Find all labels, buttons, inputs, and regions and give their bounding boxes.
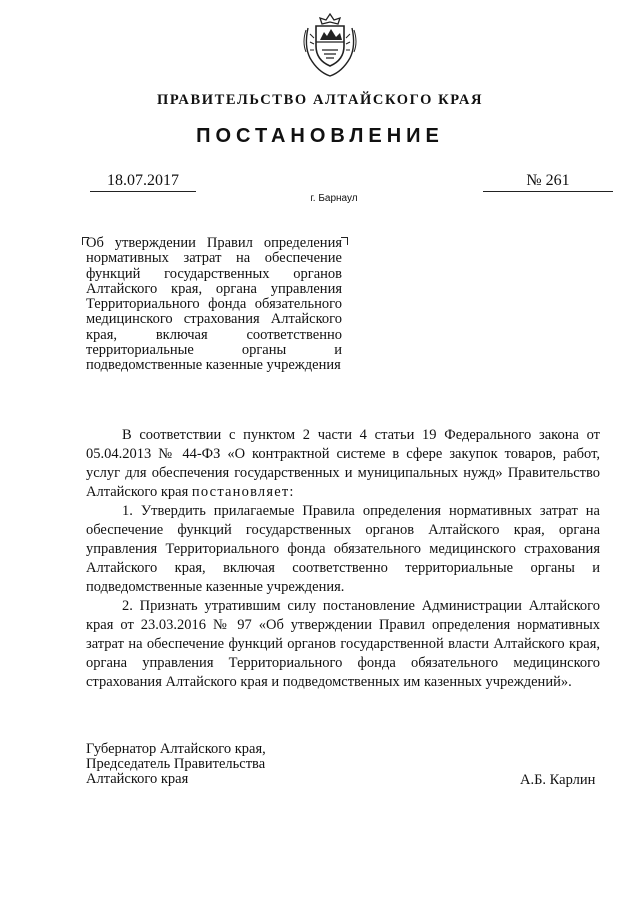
signatory-line-3: Алтайского края xyxy=(86,771,189,787)
item-1-paragraph: 1. Утвердить прилагаемые Правила определения нормативных затрат на обеспечение функций государственных органов Алтайского края, органа управления Территориального фонда обязательного медицинского страхования Алтайского края, включая соответственно территориальные органы и подведомственные казенные учреждения. xyxy=(86,503,600,595)
intro-paragraph xyxy=(86,426,600,502)
signatory-line-1: Губернатор Алтайского края, xyxy=(86,741,266,757)
government-name: ПРАВИТЕЛЬСТВО АЛТАЙСКОГО КРАЯ xyxy=(156,92,484,108)
document-date: 18.07.2017 xyxy=(90,172,196,192)
subject-bracket-right xyxy=(341,237,348,245)
signatory-line-2: Председатель Правительства xyxy=(86,756,266,772)
item-2-paragraph: 2. Признать утратившим силу постановление Администрации Алтайского края от 23.03.2016 № 97 «Об утверждении Правил определения нормативных затрат на обеспечение функций органов государственной власти Алтайского края, органа управления Территориального фонда обязательного медицинского страхования Алтайского края и подведомственных им казенных учреждений». xyxy=(86,598,600,690)
intro-text: В соответствии с пунктом 2 части 4 статьи 19 Федерального закона от 05.04.2013 № 44-ФЗ «О контрактной системе в сфере закупок товаров, работ, услуг для обеспечения государственных и муниципальных нужд» Правительство Алтайского края xyxy=(86,427,600,500)
document-type-title: ПОСТАНОВЛЕНИЕ xyxy=(196,125,444,147)
document-body xyxy=(86,426,600,692)
document-number: № 261 xyxy=(483,172,613,192)
document-city: г. Барнаул xyxy=(310,193,358,204)
coat-of-arms-icon xyxy=(300,12,360,78)
decree-word: постановляет: xyxy=(191,484,295,500)
signatory-name: А.Б. Карлин xyxy=(520,772,596,788)
document-subject: Об утверждении Правил определения нормативных затрат на обеспечение функций государственных органов Алтайского края, органа управления Территориального фонда обязательного медицинского страхования Алтайского края, включая соответственно территориальные органы и подведомственные казенные учреждения xyxy=(86,235,342,374)
